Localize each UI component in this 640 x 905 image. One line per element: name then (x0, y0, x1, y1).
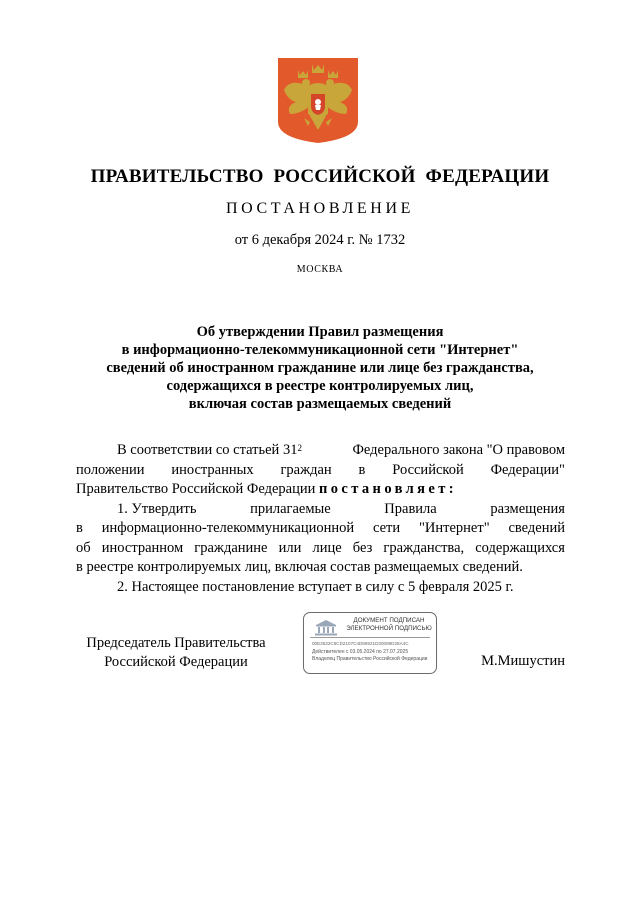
body-word: положении (76, 461, 145, 478)
electronic-signature-stamp (303, 612, 437, 674)
signer-name: М.Мишустин (481, 653, 565, 669)
body-word: прилагаемые (250, 500, 331, 517)
stamp-title: ДОКУМЕНТ ПОДПИСАН ЭЛЕКТРОННОЙ ПОДПИСЬЮ (346, 617, 432, 632)
body-text-fragment: В соответствии со статьей $31^2$ (117, 442, 302, 458)
body-line (76, 519, 565, 539)
subject-line: Об утверждении Правил размещения (196, 324, 444, 340)
body-word: Российской (392, 461, 464, 478)
body-word: сети (373, 520, 401, 536)
signer-position-line: Председатель Правительства (86, 635, 266, 651)
body-line: в реестре контролируемых лиц, включая состав размещаемых сведений. (76, 559, 523, 575)
building-icon (314, 619, 338, 636)
document-subject (90, 323, 550, 413)
body-word: лице (312, 539, 342, 556)
stamp-divider (310, 637, 430, 638)
body-word: иностранных (171, 461, 254, 478)
body-word: "Интернет" (418, 520, 490, 536)
signer-position (76, 634, 276, 672)
body-word: в (76, 520, 83, 536)
stamp-validity: Действителен с 03.05.2024 по 27.07.2025 (312, 649, 409, 655)
body-text-fragment: Федерального закона "О правовом (352, 442, 565, 458)
body-word: сведений (508, 520, 565, 536)
body-word: гражданства, (383, 539, 465, 556)
subject-line: сведений об иностранном гражданине или лице без гражданства, (106, 360, 534, 376)
coat-of-arms-icon (276, 56, 360, 144)
body-line (76, 480, 565, 500)
body-word: Федерации" (490, 461, 565, 478)
body-word: граждан (280, 461, 332, 478)
superscript: 2 (297, 443, 302, 453)
subject-line: включая состав размещаемых сведений (188, 396, 452, 412)
stamp-certificate: 00E3632C6CD2107C4D86921D30089D28A4C (312, 641, 409, 646)
subject-line: в информационно-телекоммуникационной сети "Интернет" (121, 342, 519, 358)
government-title: ПРАВИТЕЛЬСТВО РОССИЙСКОЙ ФЕДЕРАЦИИ (90, 166, 550, 187)
stamp-owner: Владелец Правительство Российской Федерации (312, 656, 428, 662)
signer-position-line: Российской Федерации (104, 654, 248, 670)
document-date-number: от 6 декабря 2024 г. № 1732 (234, 232, 406, 248)
body-word: Правила (384, 500, 437, 517)
body-word: или (278, 539, 302, 556)
body-line: 2. Настоящее постановление вступает в силу с 5 февраля 2025 г. (117, 578, 514, 595)
body-word: информационно-телекоммуникационной (101, 520, 355, 536)
body-word: в (358, 461, 366, 478)
subject-line: содержащихся в реестре контролируемых лиц, (166, 378, 474, 394)
resolution-word: постановляет: (318, 481, 458, 497)
document-body (76, 441, 565, 597)
document-city: МОСКВА (296, 264, 344, 275)
body-line (76, 461, 565, 481)
body-word: содержащихся (475, 539, 565, 556)
body-line (76, 539, 565, 559)
body-word: размещения (490, 500, 565, 517)
body-line (76, 500, 565, 520)
document-type: ПОСТАНОВЛЕНИЕ (226, 200, 414, 217)
body-text-fragment: Правительство Российской Федерации (76, 481, 319, 497)
body-word: гражданине (194, 539, 268, 556)
body-word: иностранном (101, 539, 184, 556)
body-word: 1. Утвердить (117, 500, 197, 517)
body-word: об (76, 539, 91, 556)
body-line (76, 441, 565, 461)
body-word: без (352, 539, 373, 556)
